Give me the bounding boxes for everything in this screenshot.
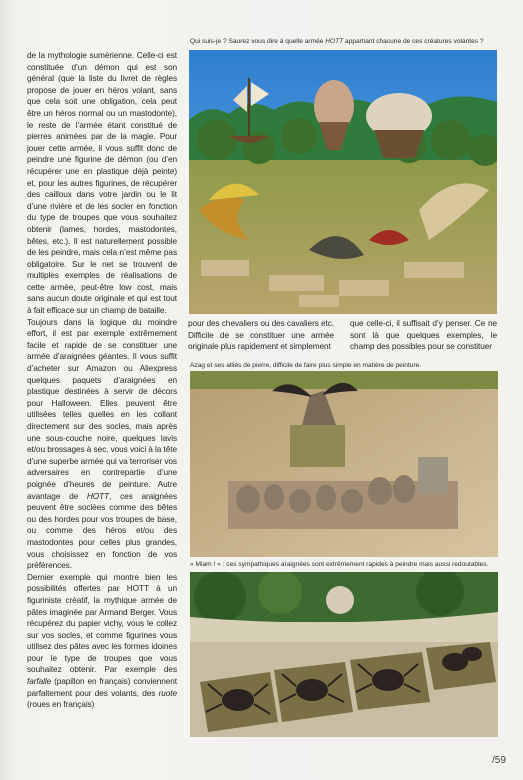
spider-army-photo bbox=[190, 572, 498, 737]
left-text-column bbox=[27, 50, 177, 745]
paragraph-pasta-army: Dernier exemple qui montre bien les possibilités offertes par HOTT à un figuriniste créatif, la mythique armée de pâtes imaginée par Armand Berger. Vous récupérez du papier vichy, vous le collez sur vos socles, et comme figurines vous utilisez des pâtes avec les formes idoines pour le type de troupes que vous souhaitez obtenir. Par exemple des farfalle (papillon en français) conviennent parfaitement pour des volants, des ruote (roues en français) bbox=[27, 571, 177, 710]
flying-creatures-photo bbox=[189, 50, 497, 314]
photo2-caption: Azag et ses alliés de pierre, difficile de faire plus simple en matière de peinture. bbox=[190, 362, 422, 369]
paragraph-sumerian-army: de la mythologie sumérienne. Celle-ci est constituée d’un démon qui est son général (que la liste du livret de règles propose de jouer en héros volant, sans que cela soit une obligation, cela peut être un héros normal ou un mastodonte), le reste de l’armée étant constitué de pierres animées par de la magie. Pour jouer cette armée, il vous suffit donc de peindre une figurine de démon (ou d’en récupérer une en plastique déjà peinte) et, pour les autres figurines, de récupérer des cailloux dans votre jardin ou le lit d’une rivière et de les socler en fonction du type de troupes que vous souhaitez obtenir (lames, hordes, mastodontes, bêtes, etc.). Il est naturellement possible de les peindre, mais cela n’est même pas obligatoire. Sur le net se trouvent de multiples exemples de réalisations de cette armée, peut-être low cost, mais sans aucun doute originale et qui est tout à fait efficace sur un champ de bataille. bbox=[27, 50, 177, 316]
stone-army-photo bbox=[190, 371, 498, 557]
right-text-column: que celle-ci, il suffisait d’y penser. Ce ne sont là que quelques exemples, le champ des possibles pour se constituer bbox=[350, 318, 497, 352]
page-number: /59 bbox=[492, 755, 506, 766]
paragraph-spiders: Toujours dans la logique du moindre effort, il est par exemple extrêmement facile et rapide de se constituer une armée d’araignées géantes. Il vous suffit d’acheter sur Amazon ou Aliexpress quelques paquets d’araignées en plastique destinées à servir de décors pour Halloween. Elles peuvent être utilisées telles quelles en les collant directement sur des socles, mais après une sous-couche noire, quelques lavis et/ou brossages à sec, vous voici à la tête d’une superbe armée qui va terroriser vos adversaires en contrepartie d’une poignée d’heures de peinture. Autre avantage de HOTT, ces araignées peuvent être soclées comme des bêtes ou des hordes pour vos troupes de base, ou comme des héros et/ou des mastodontes pour celles plus grandes, vous choisissez en fonction de vos préférences. bbox=[27, 316, 177, 571]
photo1-caption: Qui suis-je ? Saurez vous dire à quelle armée HOTT appartiant chacune de ces créatures volantes ? bbox=[190, 38, 484, 45]
photo3-caption: « Miam ! » : ces sympathiques araignées sont extrêmement rapides à peindre mais aussi redoutables. bbox=[190, 561, 489, 568]
middle-text-column: pour des chevaliers ou des cavaliers etc. Difficile de se constituer une armée originale plus rapidement et simplement bbox=[188, 318, 334, 352]
